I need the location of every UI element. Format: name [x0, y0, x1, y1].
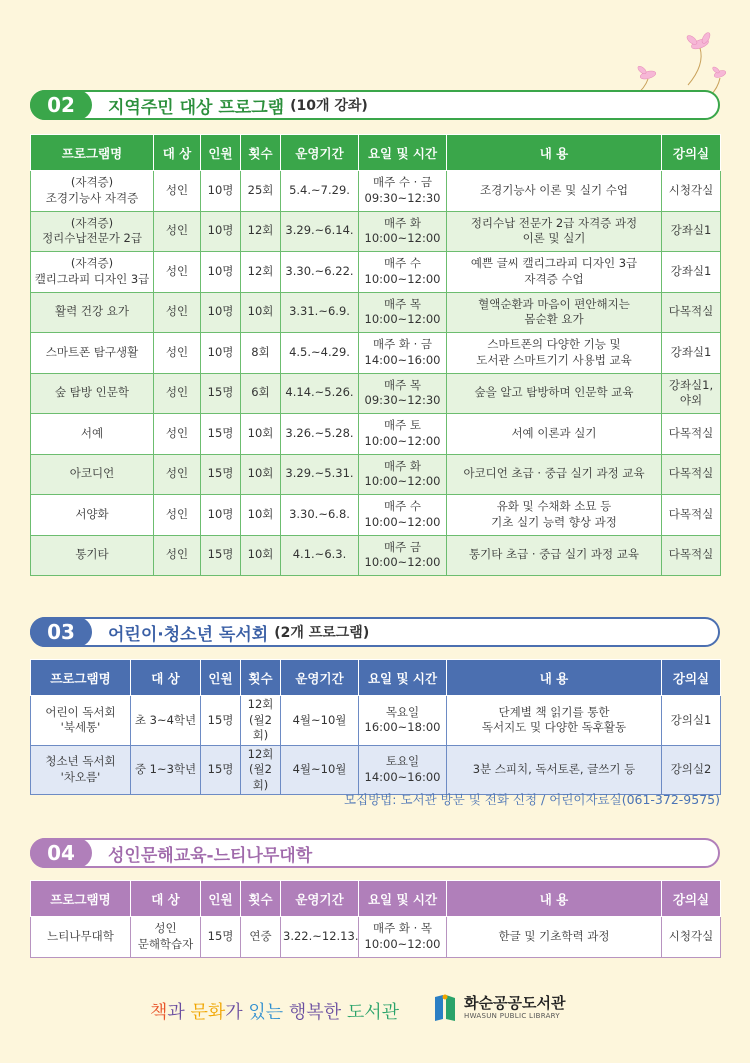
library-name: 화순공공도서관 — [464, 994, 566, 1012]
column-header: 강의실 — [662, 881, 721, 917]
table-row — [31, 292, 721, 333]
column-header: 운영기간 — [281, 660, 359, 696]
table-cell: 3.30.~6.8. — [281, 495, 359, 536]
section-02 — [30, 90, 720, 576]
table-cell: 시청각실 — [662, 917, 721, 958]
column-header: 내 용 — [447, 660, 662, 696]
section-04-header — [30, 838, 720, 868]
column-header: 프로그램명 — [31, 881, 131, 917]
table-cell: 서양화 — [31, 495, 154, 536]
table-cell: 목요일 16:00~18:00 — [359, 696, 447, 746]
table-cell: 10명 — [201, 333, 241, 374]
table-cell: 성인 — [154, 495, 201, 536]
table-cell: 3.26.~5.28. — [281, 414, 359, 455]
table-cell: (자격증) 캘리그라피 디자인 3급 — [31, 252, 154, 293]
table-cell: 15명 — [201, 696, 241, 746]
section-03-subtitle: (2개 프로그램) — [274, 625, 370, 641]
table-cell: 10명 — [201, 211, 241, 252]
table-cell: 3.30.~6.22. — [281, 252, 359, 293]
table-cell: 3.31.~6.9. — [281, 292, 359, 333]
table-cell: 스마트폰 탐구생활 — [31, 333, 154, 374]
column-header: 내 용 — [447, 135, 662, 171]
table-row — [31, 535, 721, 576]
library-logo-icon — [432, 993, 458, 1023]
column-header: 운영기간 — [281, 881, 359, 917]
table-row — [31, 495, 721, 536]
table-cell: 매주 목 10:00~12:00 — [359, 292, 447, 333]
section-02-header — [30, 90, 720, 120]
table-cell: 성인 — [154, 292, 201, 333]
table-cell: 3.29.~6.14. — [281, 211, 359, 252]
table-cell: 매주 화 10:00~12:00 — [359, 211, 447, 252]
table-cell: (자격증) 조경기능사 자격증 — [31, 171, 154, 212]
table-cell: 강좌실1 — [662, 252, 721, 293]
table-row — [31, 211, 721, 252]
slogan-part: 책 — [150, 1002, 168, 1023]
table-cell: 연중 — [241, 917, 281, 958]
table-cell: 매주 목 09:30~12:30 — [359, 373, 447, 414]
table-cell: 3.29.~5.31. — [281, 454, 359, 495]
table-cell: 매주 토 10:00~12:00 — [359, 414, 447, 455]
recruit-method: 모집방법: 도서관 방문 및 전화 신청 / 어린이자료실(061-372-9575) — [343, 792, 720, 807]
section-04-title: 성인문해교육-느티나무대학 — [108, 845, 313, 866]
table-cell: 청소년 독서회 '차오름' — [31, 745, 131, 795]
table-cell: 성인 — [154, 171, 201, 212]
footer — [0, 990, 750, 1030]
table-cell: 중 1~3학년 — [131, 745, 201, 795]
table-cell: 15명 — [201, 917, 241, 958]
column-header: 인원 — [201, 135, 241, 171]
column-header: 대 상 — [131, 881, 201, 917]
column-header: 인원 — [201, 881, 241, 917]
table-cell: 토요일 14:00~16:00 — [359, 745, 447, 795]
table-cell: 성인 — [154, 333, 201, 374]
table-cell: 4월~10월 — [281, 745, 359, 795]
table-row — [31, 454, 721, 495]
section-04 — [30, 838, 720, 958]
table-row — [31, 333, 721, 374]
table-cell: 12회 — [241, 211, 281, 252]
table-cell: 강의실1 — [662, 696, 721, 746]
table-cell: 12회 (월2회) — [241, 696, 281, 746]
table-cell: 10회 — [241, 535, 281, 576]
table-cell: 12회 — [241, 252, 281, 293]
section-02-title: 지역주민 대상 프로그램 — [108, 97, 285, 118]
table-cell: 15명 — [201, 454, 241, 495]
table-cell: 8회 — [241, 333, 281, 374]
column-header: 대 상 — [131, 660, 201, 696]
slogan-part: 과 — [167, 1002, 191, 1023]
column-header: 강의실 — [662, 135, 721, 171]
library-name-en: HWASUN PUBLIC LIBRARY — [464, 1012, 560, 1020]
section-03-title: 어린이·청소년 독서회 — [108, 624, 269, 645]
table-cell: 15명 — [201, 373, 241, 414]
table-cell: 강좌실1, 야외 — [662, 373, 721, 414]
table-cell: 매주 수 10:00~12:00 — [359, 252, 447, 293]
table-header-row — [31, 660, 721, 696]
table-cell: 조경기능사 이론 및 실기 수업 — [447, 171, 662, 212]
table-cell: 스마트폰의 다양한 기능 및 도서관 스마트기기 사용법 교육 — [447, 333, 662, 374]
column-header: 운영기간 — [281, 135, 359, 171]
table-cell: 15명 — [201, 535, 241, 576]
table-cell: 다목적실 — [662, 454, 721, 495]
table-cell: 3분 스피치, 독서토론, 글쓰기 등 — [447, 745, 662, 795]
table-cell: 아코디언 — [31, 454, 154, 495]
table-cell: 성인 — [154, 454, 201, 495]
table-cell: 느티나무대학 — [31, 917, 131, 958]
table-row — [31, 696, 721, 746]
table-cell: 다목적실 — [662, 495, 721, 536]
table-header-row — [31, 881, 721, 917]
table-cell: 10명 — [201, 495, 241, 536]
table-cell: 매주 화 10:00~12:00 — [359, 454, 447, 495]
table-cell: 통기타 — [31, 535, 154, 576]
table-cell: 성인 — [154, 373, 201, 414]
table-cell: 10회 — [241, 414, 281, 455]
column-header: 강의실 — [662, 660, 721, 696]
section-03-table — [30, 659, 721, 795]
table-cell: 초 3~4학년 — [131, 696, 201, 746]
table-cell: 서예 이론과 실기 — [447, 414, 662, 455]
table-cell: 12회 (월2회) — [241, 745, 281, 795]
table-row — [31, 171, 721, 212]
table-cell: 10명 — [201, 171, 241, 212]
table-cell: 한글 및 기초학력 과정 — [447, 917, 662, 958]
table-cell: 4.5.~4.29. — [281, 333, 359, 374]
section-03 — [30, 617, 720, 795]
table-cell: 매주 수 10:00~12:00 — [359, 495, 447, 536]
table-cell: 정리수납 전문가 2급 자격증 과정 이론 및 실기 — [447, 211, 662, 252]
table-cell: 10회 — [241, 292, 281, 333]
slogan-part: 도서관 — [346, 1002, 399, 1023]
column-header: 대 상 — [154, 135, 201, 171]
table-cell: 성인 — [154, 211, 201, 252]
table-cell: 다목적실 — [662, 414, 721, 455]
column-header: 요일 및 시간 — [359, 660, 447, 696]
table-cell: 3.22.~12.13. — [281, 917, 359, 958]
table-cell: 4.14.~5.26. — [281, 373, 359, 414]
table-cell: 예쁜 글씨 캘리그라피 디자인 3급 자격증 수업 — [447, 252, 662, 293]
section-04-table — [30, 880, 721, 958]
column-header: 프로그램명 — [31, 135, 154, 171]
table-cell: 다목적실 — [662, 292, 721, 333]
column-header: 횟수 — [241, 881, 281, 917]
table-row — [31, 414, 721, 455]
table-cell: 매주 화 · 목 10:00~12:00 — [359, 917, 447, 958]
table-cell: 어린이 독서회 '북세통' — [31, 696, 131, 746]
table-cell: 아코디언 초급 · 중급 실기 과정 교육 — [447, 454, 662, 495]
table-cell: 강의실2 — [662, 745, 721, 795]
table-cell: 10명 — [201, 292, 241, 333]
section-02-subtitle: (10개 강좌) — [290, 98, 368, 114]
table-cell: 매주 화 · 금 14:00~16:00 — [359, 333, 447, 374]
column-header: 요일 및 시간 — [359, 881, 447, 917]
table-cell: 4.1.~6.3. — [281, 535, 359, 576]
column-header: 횟수 — [241, 660, 281, 696]
library-slogan — [150, 998, 399, 1024]
table-cell: 서예 — [31, 414, 154, 455]
table-cell: 강좌실1 — [662, 333, 721, 374]
table-row — [31, 373, 721, 414]
slogan-part: 있는 — [248, 1002, 289, 1023]
table-cell: (자격증) 정리수납전문가 2급 — [31, 211, 154, 252]
table-row — [31, 252, 721, 293]
table-cell: 매주 금 10:00~12:00 — [359, 535, 447, 576]
table-cell: 성인 — [154, 252, 201, 293]
table-cell: 강좌실1 — [662, 211, 721, 252]
table-cell: 15명 — [201, 414, 241, 455]
table-cell: 시청각실 — [662, 171, 721, 212]
table-cell: 성인 — [154, 414, 201, 455]
slogan-part: 가 — [225, 1002, 249, 1023]
section-03-header — [30, 617, 720, 647]
table-cell: 5.4.~7.29. — [281, 171, 359, 212]
table-cell: 숲을 알고 탐방하며 인문학 교육 — [447, 373, 662, 414]
table-cell: 매주 수 · 금 09:30~12:30 — [359, 171, 447, 212]
section-02-number: 02 — [30, 90, 92, 120]
table-cell: 숲 탐방 인문학 — [31, 373, 154, 414]
slogan-part: 문화 — [190, 1002, 226, 1023]
section-04-number: 04 — [30, 838, 92, 868]
column-header: 요일 및 시간 — [359, 135, 447, 171]
table-row — [31, 917, 721, 958]
table-cell: 25회 — [241, 171, 281, 212]
table-cell: 다목적실 — [662, 535, 721, 576]
table-cell: 혈액순환과 마음이 편안해지는 몸순환 요가 — [447, 292, 662, 333]
table-cell: 10회 — [241, 495, 281, 536]
table-cell: 6회 — [241, 373, 281, 414]
table-cell: 단계별 책 읽기를 통한 독서지도 및 다양한 독후활동 — [447, 696, 662, 746]
table-cell: 4월~10월 — [281, 696, 359, 746]
table-cell: 10회 — [241, 454, 281, 495]
slogan-part: 행복한 — [288, 1002, 347, 1023]
section-03-number: 03 — [30, 617, 92, 647]
table-header-row — [31, 135, 721, 171]
column-header: 프로그램명 — [31, 660, 131, 696]
table-cell: 활력 건강 요가 — [31, 292, 154, 333]
table-cell: 성인 문해학습자 — [131, 917, 201, 958]
table-cell: 10명 — [201, 252, 241, 293]
table-cell: 15명 — [201, 745, 241, 795]
column-header: 내 용 — [447, 881, 662, 917]
section-02-table — [30, 134, 721, 576]
table-cell: 통기타 초급 · 중급 실기 과정 교육 — [447, 535, 662, 576]
column-header: 인원 — [201, 660, 241, 696]
table-cell: 유화 및 수채화 소묘 등 기초 실기 능력 향상 과정 — [447, 495, 662, 536]
table-row — [31, 745, 721, 795]
column-header: 횟수 — [241, 135, 281, 171]
table-cell: 성인 — [154, 535, 201, 576]
